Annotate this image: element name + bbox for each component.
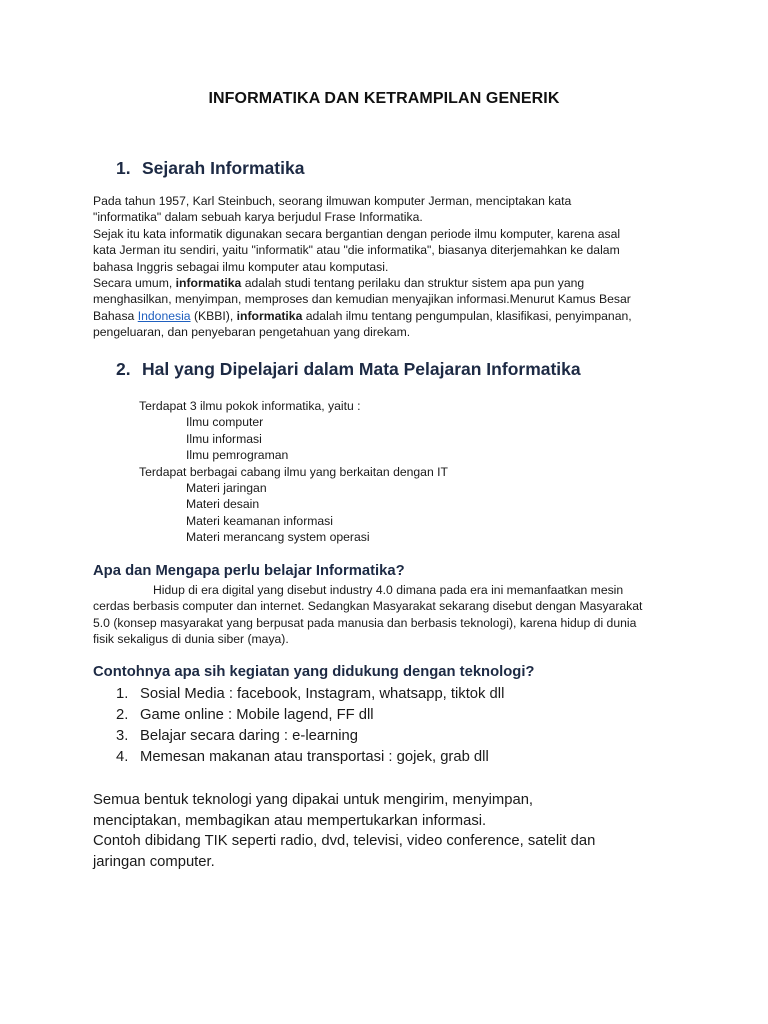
paragraph-line: 5.0 (konsep masyarakat yang berpusat pada manusia dan berbasis teknologi), karena hidup di dunia <box>93 615 637 630</box>
paragraph-line: Contoh dibidang TIK seperti radio, dvd, televisi, video conference, satelit dan <box>93 833 596 850</box>
paragraph-line <box>93 308 683 324</box>
paragraph-line: kata Jerman itu sendiri, yaitu "informatik" atau "die informatika", biasanya diterjemahkan ke dalam <box>93 243 620 258</box>
section-2-heading <box>116 359 581 380</box>
list-intro: Terdapat 3 ilmu pokok informatika, yaitu : <box>139 399 361 413</box>
paragraph-line: menghasilkan, menyimpan, memproses dan kemudian menyajikan informasi.Menurut Kamus Besar <box>93 292 631 307</box>
examples-list <box>116 684 504 768</box>
paragraph-line: jaringan computer. <box>93 853 215 870</box>
why-body <box>93 582 683 648</box>
item-text: Game online : Mobile lagend, FF dll <box>140 707 374 723</box>
list-item <box>116 747 504 768</box>
item-text: Memesan makanan atau transportasi : gojek, grab dll <box>140 749 489 765</box>
section-1-title: Sejarah Informatika <box>142 158 305 178</box>
list-item <box>116 705 504 726</box>
item-text: Belajar secara daring : e-learning <box>140 728 358 744</box>
examples-heading: Contohnya apa sih kegiatan yang didukung dengan teknologi? <box>93 664 535 680</box>
list-item: Ilmu pemrograman <box>186 448 289 463</box>
paragraph-line: "informatika" dalam sebuah karya berjudul Frase Informatika. <box>93 210 423 225</box>
bold-term: informatika <box>236 308 303 323</box>
bold-term: informatika <box>175 276 242 291</box>
paragraph-line: pengeluaran, dan penyebaran pengetahuan yang direkam. <box>93 325 411 340</box>
list-item: Materi jaringan <box>186 481 267 496</box>
section-1-body <box>93 193 683 341</box>
paragraph-line: menciptakan, membagikan atau mempertukarkan informasi. <box>93 812 487 829</box>
section-1-heading <box>116 158 304 179</box>
item-text: Sosial Media : facebook, Instagram, whatsapp, tiktok dll <box>140 686 505 702</box>
list-item: Materi merancang system operasi <box>186 530 370 545</box>
paragraph-line: fisik sekaligus di dunia siber (maya). <box>93 632 289 647</box>
list-item: Materi desain <box>186 497 260 512</box>
list-item: Ilmu informasi <box>186 431 262 446</box>
text-run: (KBBI), <box>190 308 237 323</box>
list-item <box>116 684 504 705</box>
section-2-list <box>139 398 448 546</box>
why-heading: Apa dan Mengapa perlu belajar Informatika? <box>93 563 405 579</box>
item-number: 3. <box>116 728 129 744</box>
list-item: Ilmu computer <box>186 415 264 430</box>
section-1-number: 1. <box>116 158 131 178</box>
list-item: Materi keamanan informasi <box>186 513 333 528</box>
document-title: INFORMATIKA DAN KETRAMPILAN GENERIK <box>208 90 560 107</box>
item-number: 4. <box>116 749 129 765</box>
item-number: 2. <box>116 707 129 723</box>
text-run: Bahasa <box>93 308 138 323</box>
text-run: Secara umum, <box>93 276 176 291</box>
paragraph-line: Semua bentuk teknologi yang dipakai untuk mengirim, menyimpan, <box>93 792 534 808</box>
indonesia-link[interactable]: Indonesia <box>137 308 191 323</box>
section-2-number: 2. <box>116 359 131 379</box>
paragraph-line: cerdas berbasis computer dan internet. Sedangkan Masyarakat sekarang disebut dengan Masyarakat <box>93 599 643 614</box>
paragraph-line <box>93 275 683 291</box>
list-intro: Terdapat berbagai cabang ilmu yang berkaitan dengan IT <box>139 464 448 479</box>
text-run: adalah studi tentang perilaku dan struktur sistem apa pun yang <box>241 276 585 291</box>
section-2-title: Hal yang Dipelajari dalam Mata Pelajaran Informatika <box>142 359 581 379</box>
text-run: adalah ilmu tentang pengumpulan, klasifikasi, penyimpanan, <box>302 308 632 323</box>
paragraph-line: Sejak itu kata informatik digunakan secara bergantian dengan periode ilmu komputer, karena asal <box>93 226 621 241</box>
item-number: 1. <box>116 686 129 702</box>
closing-paragraph <box>93 790 693 872</box>
paragraph-line: Pada tahun 1957, Karl Steinbuch, seorang ilmuwan komputer Jerman, menciptakan kata <box>93 194 572 208</box>
paragraph-line: bahasa Inggris sebagai ilmu komputer atau komputasi. <box>93 259 389 274</box>
list-item <box>116 726 504 747</box>
paragraph-line: Hidup di era digital yang disebut industry 4.0 dimana pada era ini memanfaatkan mesin <box>153 583 624 597</box>
